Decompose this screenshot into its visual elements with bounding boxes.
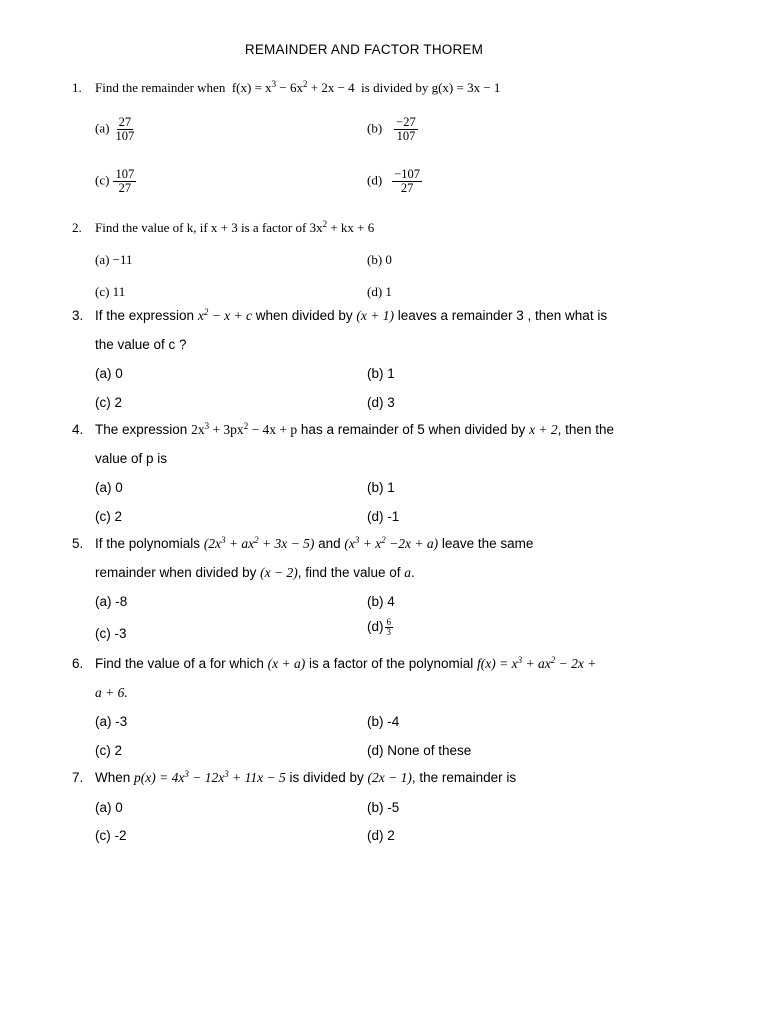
option-d[interactable]: (d) -1 xyxy=(367,509,400,524)
option-c[interactable]: (c) -3 xyxy=(95,626,127,641)
option-d[interactable]: (d) 1 xyxy=(367,284,392,299)
option-c[interactable]: (c) 11 xyxy=(95,284,126,299)
option-c[interactable]: (c) $\frac{107}{27}$ xyxy=(95,167,135,195)
question-stem-line2: value of p is xyxy=(95,451,168,466)
question-7 xyxy=(72,770,692,792)
fraction: $\frac{107}{27}$ xyxy=(115,167,135,195)
question-number: 4. xyxy=(72,422,84,437)
question-2 xyxy=(72,220,692,240)
function-g: g(x) = 3x − 1 xyxy=(431,80,501,95)
option-c[interactable]: (c) 2 xyxy=(95,743,122,758)
question-stem-line2: the value of c ? xyxy=(95,337,187,352)
question-number: 7. xyxy=(72,770,84,785)
question-number: 5. xyxy=(72,536,84,551)
question-stem-line2: a + 6. xyxy=(95,685,128,700)
fraction: $\frac{-27}{107}$ xyxy=(396,115,416,143)
fraction: $\frac{27}{107}$ xyxy=(115,115,135,143)
question-stem: Find the remainder when $f(x) = x^3 - 6x^2 + 2x - 4$ is divided by g(x) = 3x − 1 xyxy=(95,79,501,95)
option-c[interactable]: (c) 2 xyxy=(95,509,122,524)
option-c[interactable]: (c) -2 xyxy=(95,828,127,843)
fraction: $\frac{6}{3}$ xyxy=(386,617,391,637)
option-c[interactable]: (c) 2 xyxy=(95,395,122,410)
option-a[interactable]: (a) 0 xyxy=(95,366,123,381)
option-a[interactable]: (a) −11 xyxy=(95,252,133,267)
page-title: REMAINDER AND FACTOR THOREM xyxy=(244,42,484,57)
fraction: $\frac{-107}{27}$ xyxy=(394,167,420,195)
option-b[interactable]: (b) 1 xyxy=(367,366,395,381)
question-stem: Find the value of a for which (x + a) is a factor of the polynomial $f(x) = x^3 + ax^2 - 2x$ + xyxy=(95,655,597,671)
option-b[interactable]: (b) 4 xyxy=(367,594,395,609)
option-b[interactable]: (b) 0 xyxy=(367,252,392,267)
option-b[interactable]: (b) -5 xyxy=(367,800,400,815)
question-6 xyxy=(72,656,692,706)
option-d[interactable]: (d) 2 xyxy=(367,828,395,843)
question-3 xyxy=(72,308,692,358)
question-4 xyxy=(72,422,692,472)
option-a[interactable]: (a) -3 xyxy=(95,714,128,729)
option-a[interactable]: (a) -8 xyxy=(95,594,128,609)
option-a[interactable]: (a) 0 xyxy=(95,800,123,815)
question-number: 6. xyxy=(72,656,84,671)
option-b[interactable]: (b) -4 xyxy=(367,714,400,729)
function-f: $f(x) = x^3 - 6x^2 + 2x - 4$ xyxy=(231,79,355,95)
option-b[interactable]: (b) 1 xyxy=(367,480,395,495)
question-stem: If the polynomials $(2x^3 + ax^2 + 3x - 5)$ and $(x^3 + x^2 -2x + a)$ leave the same xyxy=(95,535,534,551)
question-number: 2. xyxy=(72,220,82,235)
option-b[interactable]: (b) $\frac{-27}{107}$ xyxy=(367,115,416,143)
option-d[interactable]: (d) None of these xyxy=(367,743,472,758)
option-a[interactable]: (a) $\frac{27}{107}$ xyxy=(95,115,135,143)
option-d[interactable]: (d) 3 xyxy=(367,395,395,410)
option-a[interactable]: (a) 0 xyxy=(95,480,123,495)
question-number: 3. xyxy=(72,308,84,323)
question-5 xyxy=(72,536,692,586)
question-number: 1. xyxy=(72,80,82,95)
question-stem: The expression $2x^3 + 3px^2 - 4x + p$ has a remainder of 5 when divided by x + 2, then the xyxy=(95,421,614,437)
option-d[interactable]: (d) $\frac{-107}{27}$ xyxy=(367,167,420,195)
question-stem: Find the value of k, if x + 3 is a factor of $3x^2$ + kx + 6 xyxy=(95,219,375,235)
question-stem: If the expression $x^2 - x + c$ when divided by (x + 1) leaves a remainder 3 , then what is xyxy=(95,307,608,323)
question-stem-line2: remainder when divided by (x − 2), find the value of a. xyxy=(95,565,415,580)
option-d[interactable]: (d) $\frac{6}{3}$ xyxy=(367,617,391,637)
question-stem: When $p(x) = 4x^3 - 12x^3 + 11x - 5$ is divided by (2x − 1), the remainder is xyxy=(95,769,517,785)
